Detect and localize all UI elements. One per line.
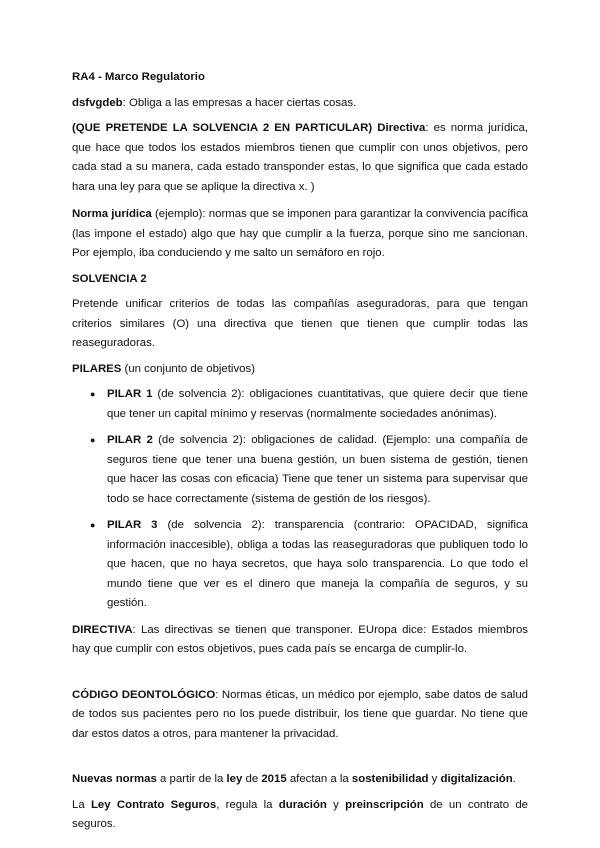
heading-solvencia: SOLVENCIA 2 [72, 272, 147, 285]
paragraph-dsfvgdeb: dsfvgdeb: Obliga a las empresas a hacer ciertas cosas. [72, 96, 357, 109]
heading-pilares: PILARES (un conjunto de objetivos) [72, 362, 255, 375]
pillars-list [72, 385, 528, 614]
bullet-icon: ● [90, 520, 96, 530]
paragraph-norma-juridica: Norma jurídica (ejemplo): normas que se imponen para garantizar la convivencia pacífica (las impone el estado) algo que hay que cumplir a la fuerza, porque sino me sancionan. Por ejemplo, iba conduciendo y me salto un semáforo en rojo. [72, 208, 528, 259]
paragraph-solvencia: Pretende unificar criterios de todas las compañías aseguradoras, para que tengan criterios similares (O) una directiva que tienen que tienen que cumplir todas las reaseguradoras. [72, 298, 528, 349]
paragraph-directiva: (QUE PRETENDE LA SOLVENCIA 2 EN PARTICULAR) Directiva: es norma jurídica, que hace que todos los estados miembros tienen que cumplir con unos objetivos, pero cada stad a su manera, cada estado transponder estas, lo que significa que cada estado hara una ley para que se aplique la directiva x. ) [72, 122, 529, 193]
paragraph-nuevas-normas: Nuevas normas a partir de la ley de 2015 afectan a la sostenibilidad y digitalización. [72, 773, 516, 785]
list-item: ● PILAR 3 (de solvencia 2): transparencia (contrario: OPACIDAD, significa información inaccesible), obliga a todas las reaseguradoras que publiquen todo lo que hacen, que no haya secretos, que haya solo transparencia. Lo que todo el mundo tiene que ver es el dinero que maneja la compañía de seguros, y su gestión. [72, 516, 528, 614]
list-item: ● PILAR 2 (de solvencia 2): obligaciones de calidad. (Ejemplo: una compañía de seguros tiene que tener una buena gestión, un buen sistema de gestión, tienen que hacer las cosas con eficacia) Tiene que tener un sistema para supervisar que todo se hace correctamente (sistema de gestión de los riesgos). [72, 431, 528, 509]
bullet-icon: ● [90, 389, 96, 399]
paragraph-directiva-transponer: DIRECTIVA: Las directivas se tienen que transponer. EUropa dice: Estados miembros hay que cumplir con estos objetivos, pues cada país se encarga de cumplir-lo. [72, 623, 528, 655]
paragraph-ley-contrato: La Ley Contrato Seguros, regula la duración y preinscripción de un contrato de seguros. [72, 798, 528, 830]
document-body [72, 68, 528, 835]
document-title: RA4 - Marco Regulatorio [72, 71, 205, 83]
paragraph-codigo-deontologico: CÓDIGO DEONTOLÓGICO: Normas éticas, un médico por ejemplo, sabe datos de salud de todos sus pacientes pero no los puede distribuir, los tiene que guardar. No tiene que dar estos datos a otros, para mantener la privacidad. [72, 688, 529, 740]
list-item: ● PILAR 1 (de solvencia 2): obligaciones cuantitativas, que quiere decir que tiene que tener un capital mínimo y reservas (normalmente sociedades anónimas). [72, 385, 528, 424]
bullet-icon: ● [90, 435, 96, 445]
